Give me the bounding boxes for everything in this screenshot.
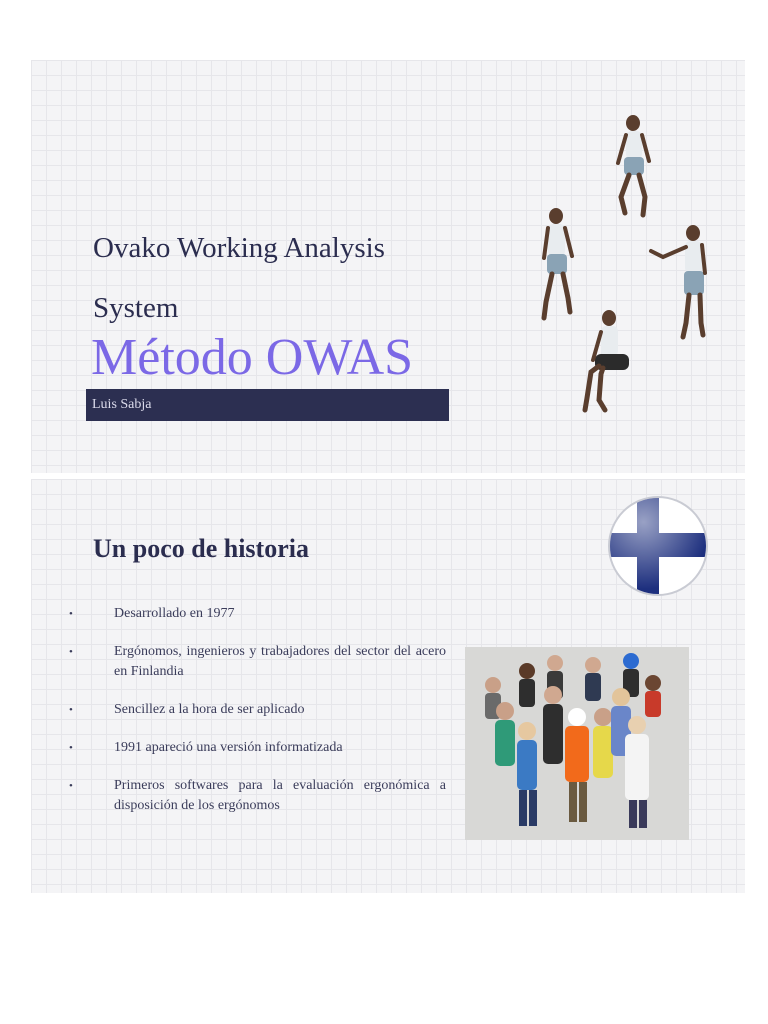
bullet-item: • Primeros softwares para la evaluación ergonómica a disposición de los ergónomos [66, 776, 446, 816]
history-bullet-list [66, 604, 446, 834]
workers-photo [465, 647, 689, 840]
slide-subtitle: Método OWAS [91, 329, 414, 386]
sitting-figure [585, 310, 629, 410]
bullet-item: • Desarrollado en 1977 [66, 604, 446, 624]
finland-flag-icon [607, 495, 709, 597]
bullet-item: • 1991 apareció una versión informatizada [66, 738, 446, 758]
slide-heading: Un poco de historia [93, 534, 309, 563]
human-posture-figures-icon [526, 105, 726, 455]
bullet-item: • Sencillez a la hora de ser aplicado [66, 700, 446, 720]
standing-figure-top [618, 115, 649, 215]
slide-title: Ovako Working Analysis System [93, 232, 385, 324]
reaching-figure-right [651, 225, 705, 337]
author-bar [86, 389, 449, 421]
bullet-item: • Ergónomos, ingenieros y trabajadores del sector del acero en Finlandia [66, 642, 446, 682]
author-name: Luis Sabja [92, 397, 152, 412]
slide-2 [31, 479, 745, 893]
slide-1 [31, 60, 745, 473]
standing-figure-left [544, 208, 572, 318]
